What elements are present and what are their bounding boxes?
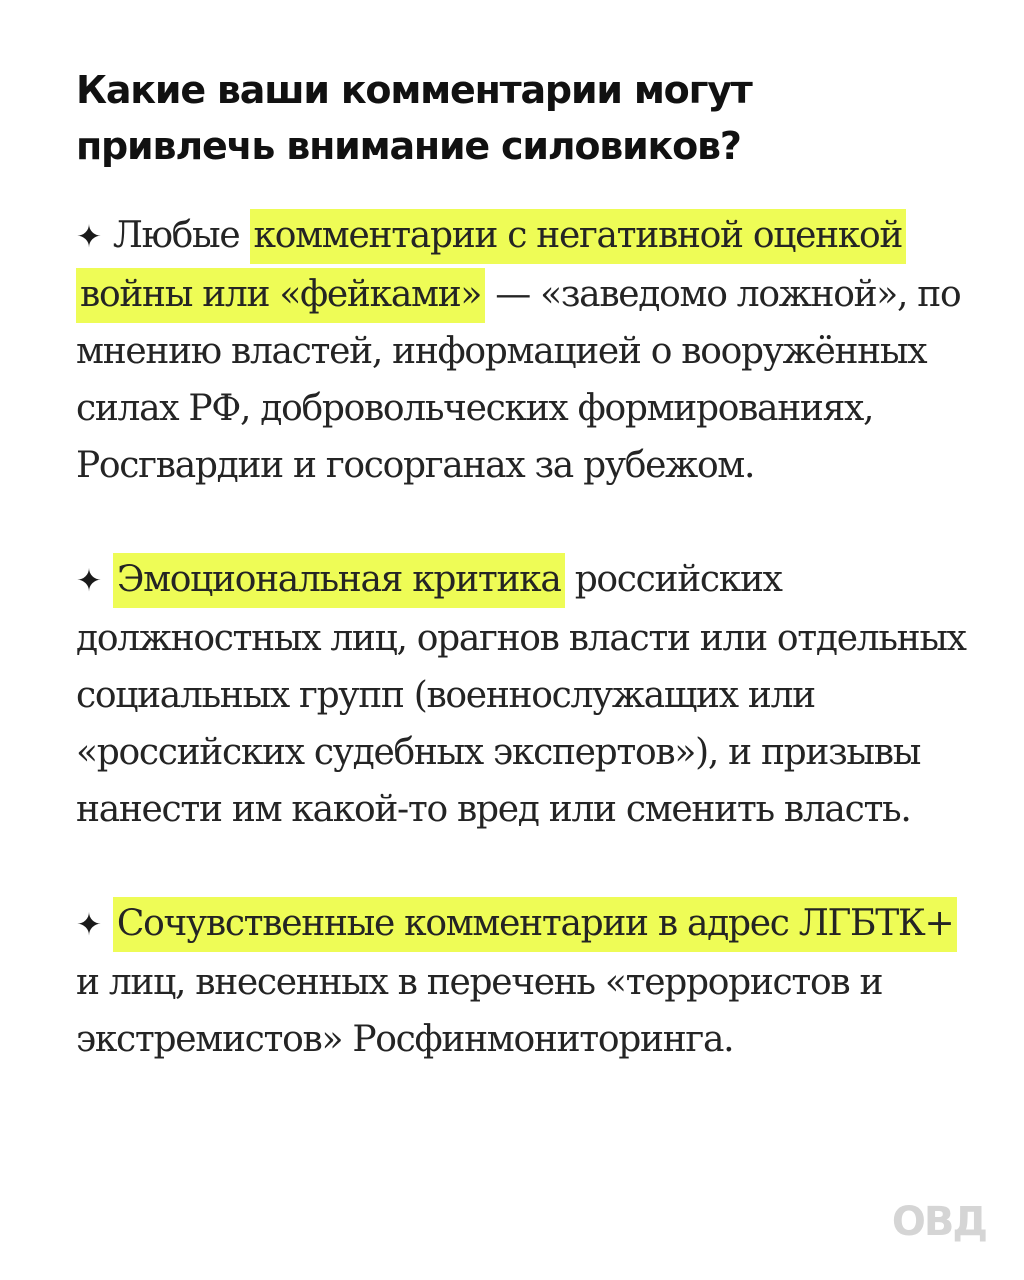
four-point-star-icon: ✦ — [76, 907, 101, 943]
highlighted-text: комментарии с негативной оценкой войны или «фейками» — [76, 209, 906, 323]
list-body — [76, 207, 976, 1068]
list-item — [76, 895, 976, 1068]
list-item — [76, 551, 976, 838]
four-point-star-icon: ✦ — [76, 563, 101, 599]
item-text-before: Любые — [112, 215, 250, 256]
highlighted-text: Сочувственные комментарии в адрес ЛГБТК+ — [113, 897, 958, 952]
highlighted-text: Эмоциональная критика — [113, 553, 565, 608]
list-item — [76, 207, 976, 494]
logo: ОВД — [891, 1199, 986, 1245]
item-text-after: и лиц, внесенных в перечень «террористов и экстремистов» Росфинмониторинга. — [76, 962, 883, 1060]
item-text-after: — «заведомо ложной», по мнению властей, информацией о вооружённых силах РФ, добровольческих формированиях, Росгвардии и госорганах за рубежом. — [76, 274, 961, 486]
heading: Какие ваши комментарии могут привлечь внимание силовиков? — [76, 68, 752, 168]
four-point-star-icon: ✦ — [76, 219, 101, 255]
item-text-after: российских должностных лиц, орагнов власти или отдельных социальных групп (военнослужащих или «российских судебных экспертов»), и призывы нанести им какой-то вред или сменить власть. — [76, 559, 966, 830]
